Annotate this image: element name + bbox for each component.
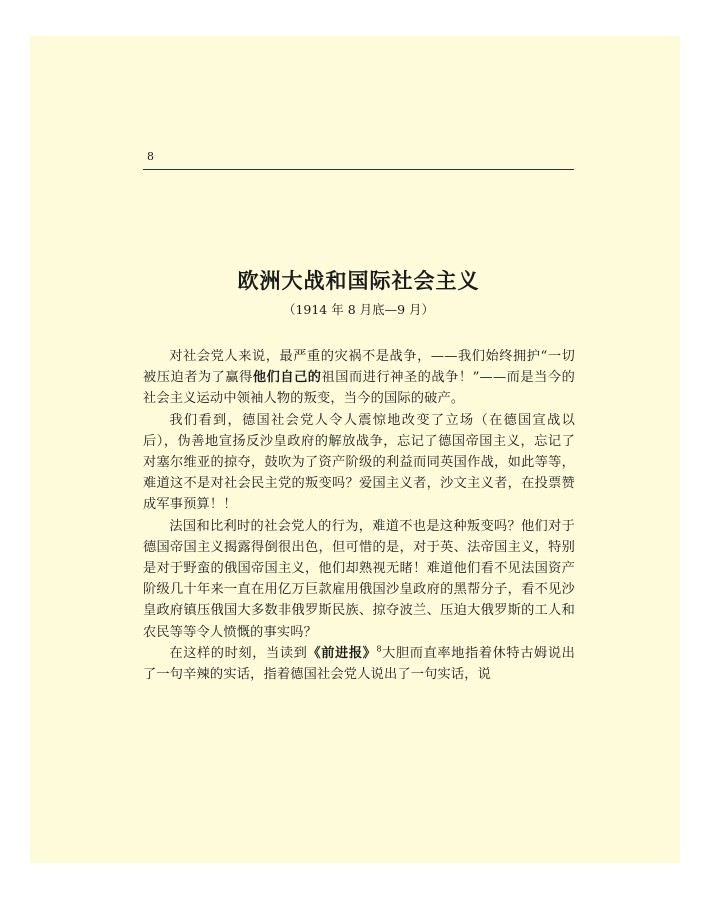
paragraph-1-text-c: 祖国而进行神圣的战争！”——而是当今的社会主义运动中领袖人物的叛变，当今的国际的破产。 xyxy=(143,370,575,407)
newspaper-title: 《前进报》 xyxy=(307,645,377,661)
paragraph-2: 我们看到，德国社会党人令人震惊地改变了立场（在德国宣战以后），伪善地宣扬反沙皇政府的解放战争，忘记了德国帝国主义，忘记了对塞尔维亚的掠夺，鼓吹为了资产阶级的利益而同英国作战，如此等等，难道这不是对社会民主党的叛变吗？爱国主义者，沙文主义者，在投票赞成军事预算！！ xyxy=(143,412,575,513)
body-text xyxy=(143,346,575,685)
paragraph-1-emphasis: 他们自己的 xyxy=(252,370,322,386)
paragraph-4-text-a: 在这样的时刻，当读到 xyxy=(169,645,308,661)
paragraph-1 xyxy=(143,346,575,410)
article-title: 欧洲大战和国际社会主义 xyxy=(237,269,480,293)
paragraph-4-text-c: 大胆而直率地指着休特古姆说出了一句辛辣的实话，指着德国社会党人说出了一句实话，说 xyxy=(143,645,576,683)
document-page xyxy=(30,36,680,863)
page-number: 8 xyxy=(147,150,154,163)
paragraph-4 xyxy=(143,643,575,685)
paragraph-1-text-a: 对社会党人来说，最严重的灾祸不是战争，——我们始终拥护“一切被压迫者为了赢得 xyxy=(143,349,575,386)
running-header xyxy=(143,151,574,170)
paragraph-3: 法国和比利时的社会党人的行为，难道不也是这种叛变吗？他们对于德国帝国主义揭露得倒很出色，但可惜的是，对于英、法帝国主义，特别是对于野蛮的俄国帝国主义，他们却熟视无睹！难道他们看不见法国资产阶级几十年来一直在用亿万巨款雇用俄国沙皇政府的黑帮分子，看不见沙皇政府镇压俄国大多数非俄罗斯民族、掠夺波兰、压迫大俄罗斯的工人和农民等等令人愤慨的事实吗？ xyxy=(143,518,575,640)
footnote-marker: 8 xyxy=(376,644,382,654)
article-date: （1914 年 8 月底—9 月） xyxy=(282,302,435,317)
